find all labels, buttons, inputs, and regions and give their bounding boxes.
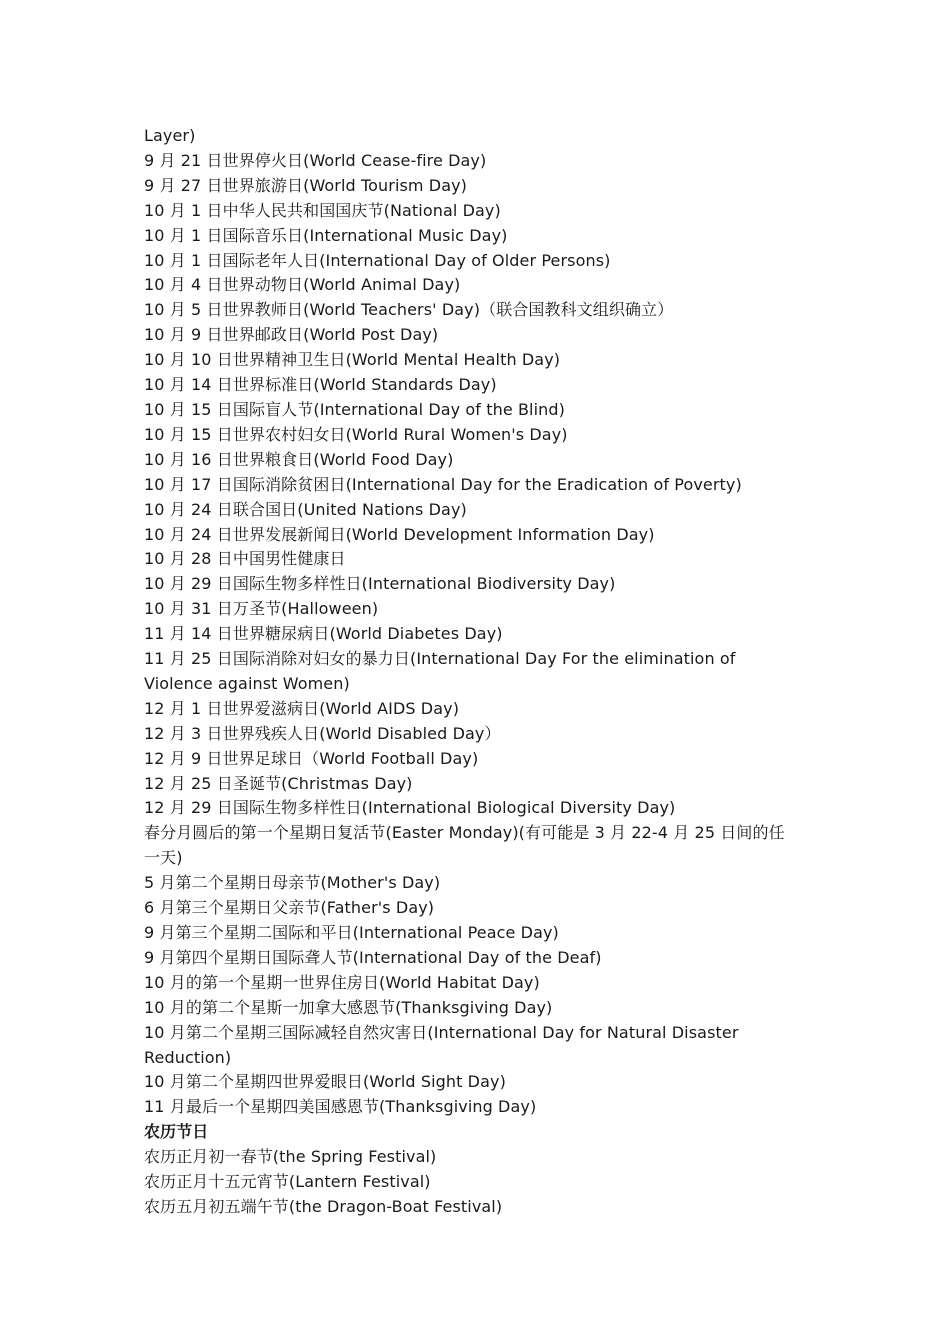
text-line: 10 月 31 日万圣节(Halloween)	[144, 599, 379, 619]
text-line: 11 月 25 日国际消除对妇女的暴力日(International Day For the elimination of	[144, 649, 736, 669]
text-line: 12 月 1 日世界爱滋病日(World AIDS Day)	[144, 698, 460, 718]
text-line: 10 月 1 日国际音乐日(International Music Day)	[144, 225, 508, 245]
text-line: 10 月 28 日中国男性健康日	[144, 549, 346, 569]
text-line: 11 月最后一个星期四美国感恩节(Thanksgiving Day)	[144, 1097, 537, 1117]
text-line: 6 月第三个星期日父亲节(Father's Day)	[144, 898, 435, 918]
text-line: 12 月 29 日国际生物多样性日(International Biological Diversity Day)	[144, 798, 676, 818]
text-line: 9 月第三个星期二国际和平日(International Peace Day)	[144, 923, 559, 942]
text-line: 10 月 24 日世界发展新闻日(World Development Information Day)	[144, 524, 655, 544]
text-line: Reduction)	[144, 1047, 232, 1067]
text-line: 10 月 9 日世界邮政日(World Post Day)	[144, 325, 439, 345]
document-body	[144, 124, 804, 1220]
text-line: 10 月的第一个星期一世界住房日(World Habitat Day)	[144, 972, 540, 992]
text-line: 10 月 17 日国际消除贫困日(International Day for the Eradication of Poverty)	[144, 474, 742, 494]
text-line: 12 月 9 日世界足球日（World Football Day)	[144, 748, 479, 768]
text-line: 10 月 24 日联合国日(United Nations Day)	[144, 499, 467, 519]
text-line: Violence against Women)	[144, 673, 350, 693]
text-line: 10 月 1 日中华人民共和国国庆节(National Day)	[144, 200, 501, 220]
text-line: 10 月 15 日国际盲人节(International Day of the Blind)	[144, 399, 565, 419]
text-line: 10 月 4 日世界动物日(World Animal Day)	[144, 275, 461, 295]
text-line: 11 月 14 日世界糖尿病日(World Diabetes Day)	[144, 624, 503, 644]
text-line: 10 月 29 日国际生物多样性日(International Biodiversity Day)	[144, 574, 616, 594]
text-line: 12 月 25 日圣诞节(Christmas Day)	[144, 773, 413, 793]
text-line: 9 月 21 日世界停火日(World Cease-fire Day)	[144, 150, 487, 170]
text-line: 12 月 3 日世界残疾人日(World Disabled Day）	[144, 723, 501, 743]
text-line: 10 月 10 日世界精神卫生日(World Mental Health Day)	[144, 350, 561, 370]
text-line: 10 月第二个星期四世界爱眼日(World Sight Day)	[144, 1072, 506, 1092]
text-line: 10 月 14 日世界标准日(World Standards Day)	[144, 375, 497, 395]
text-line: 9 月第四个星期日国际聋人节(International Day of the Deaf)	[144, 947, 602, 967]
text-line: 10 月 16 日世界粮食日(World Food Day)	[144, 449, 454, 469]
text-line: 10 月 15 日世界农村妇女日(World Rural Women's Day)	[144, 424, 568, 444]
lunar-text-line: 农历五月初五端午节(the Dragon-Boat Festival)	[144, 1196, 503, 1216]
text-line: 9 月 27 日世界旅游日(World Tourism Day)	[144, 175, 468, 195]
text-line: 5 月第二个星期日母亲节(Mother's Day)	[144, 873, 441, 893]
lunar-text-line: 农历正月十五元宵节(Lantern Festival)	[144, 1172, 431, 1192]
text-line: 10 月的第二个星斯一加拿大感恩节(Thanksgiving Day)	[144, 997, 553, 1017]
text-line: 一天)	[144, 848, 183, 868]
text-line: 春分月圆后的第一个星期日复活节(Easter Monday)(有可能是 3 月 22-4 月 25 日间的任	[144, 823, 785, 843]
section-heading: 农历节日	[144, 1122, 209, 1142]
text-line: 10 月第二个星期三国际减轻自然灾害日(International Day for Natural Disaster	[144, 1022, 739, 1042]
lunar-text-line: 农历正月初一春节(the Spring Festival)	[144, 1147, 437, 1167]
text-line: 10 月 1 日国际老年人日(International Day of Older Persons)	[144, 250, 611, 270]
text-line: Layer)	[144, 126, 196, 145]
text-line: 10 月 5 日世界教师日(World Teachers' Day)（联合国教科文组织确立）	[144, 300, 674, 320]
